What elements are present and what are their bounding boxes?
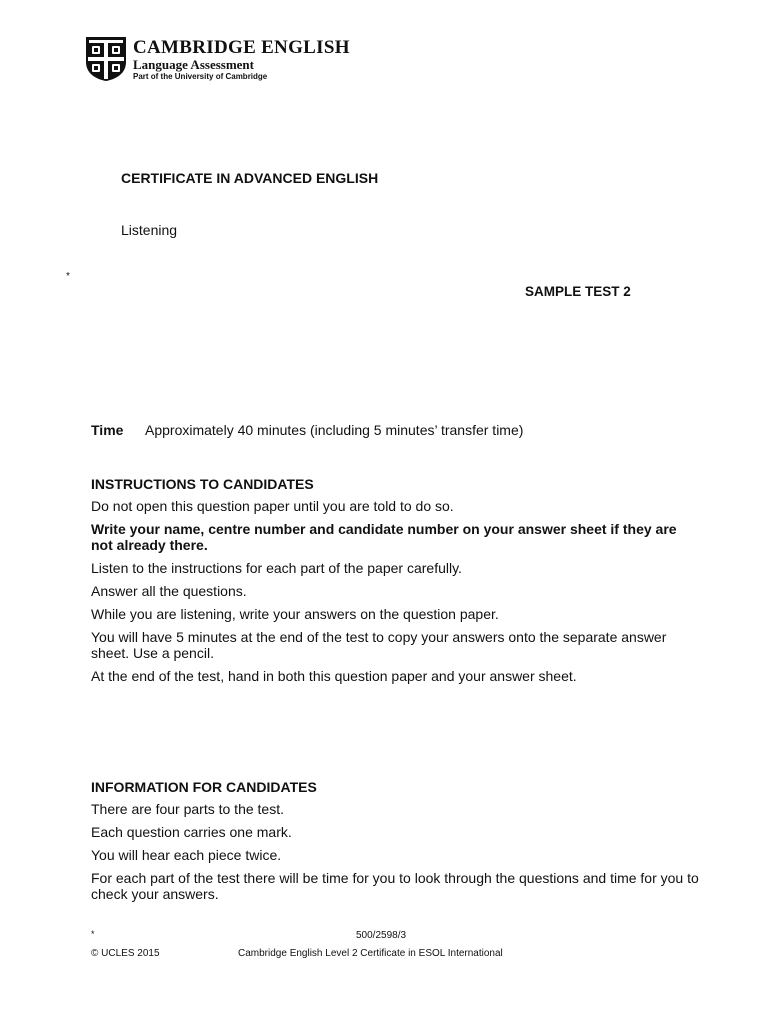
exam-title: CERTIFICATE IN ADVANCED ENGLISH bbox=[121, 170, 379, 186]
instruction-item: Answer all the questions. bbox=[91, 583, 247, 599]
information-item: There are four parts to the test. bbox=[91, 801, 284, 817]
information-item: Each question carries one mark. bbox=[91, 824, 292, 840]
logo-subtitle: Language Assessment bbox=[133, 57, 254, 72]
time-text: Approximately 40 minutes (including 5 minutes’ transfer time) bbox=[145, 422, 524, 438]
star-marker: * bbox=[66, 271, 70, 282]
cambridge-shield-icon bbox=[84, 36, 128, 82]
footer-level: Cambridge English Level 2 Certificate in ESOL International bbox=[238, 948, 503, 959]
logo-brand: CAMBRIDGE ENGLISH bbox=[133, 37, 350, 58]
footer-star: * bbox=[91, 929, 95, 939]
cambridge-english-logo bbox=[84, 36, 374, 82]
instruction-item: At the end of the test, hand in both this question paper and your answer sheet. bbox=[91, 668, 577, 684]
instruction-item: You will have 5 minutes at the end of the test to copy your answers onto the separate answer sheet. Use a pencil. bbox=[91, 629, 667, 661]
paper-name: Listening bbox=[121, 222, 178, 238]
logo-part-of: Part of the University of Cambridge bbox=[133, 72, 268, 81]
time-label: Time bbox=[91, 422, 124, 438]
information-item: For each part of the test there will be time for you to look through the questions and time for you to check your answers. bbox=[91, 870, 699, 902]
information-section bbox=[91, 779, 701, 909]
instruction-item: Listen to the instructions for each part of the paper carefully. bbox=[91, 560, 462, 576]
instructions-section bbox=[91, 476, 701, 691]
instructions-heading: INSTRUCTIONS TO CANDIDATES bbox=[91, 476, 314, 492]
instruction-item: Do not open this question paper until you are told to do so. bbox=[91, 498, 454, 514]
information-item: You will hear each piece twice. bbox=[91, 847, 282, 863]
information-heading: INFORMATION FOR CANDIDATES bbox=[91, 779, 317, 795]
sample-test-label: SAMPLE TEST 2 bbox=[525, 284, 631, 299]
footer-copyright: © UCLES 2015 bbox=[91, 948, 160, 959]
footer-code: 500/2598/3 bbox=[356, 930, 407, 941]
instruction-item: While you are listening, write your answers on the question paper. bbox=[91, 606, 499, 622]
instruction-item: Write your name, centre number and candidate number on your answer sheet if they are not already there. bbox=[91, 521, 677, 553]
